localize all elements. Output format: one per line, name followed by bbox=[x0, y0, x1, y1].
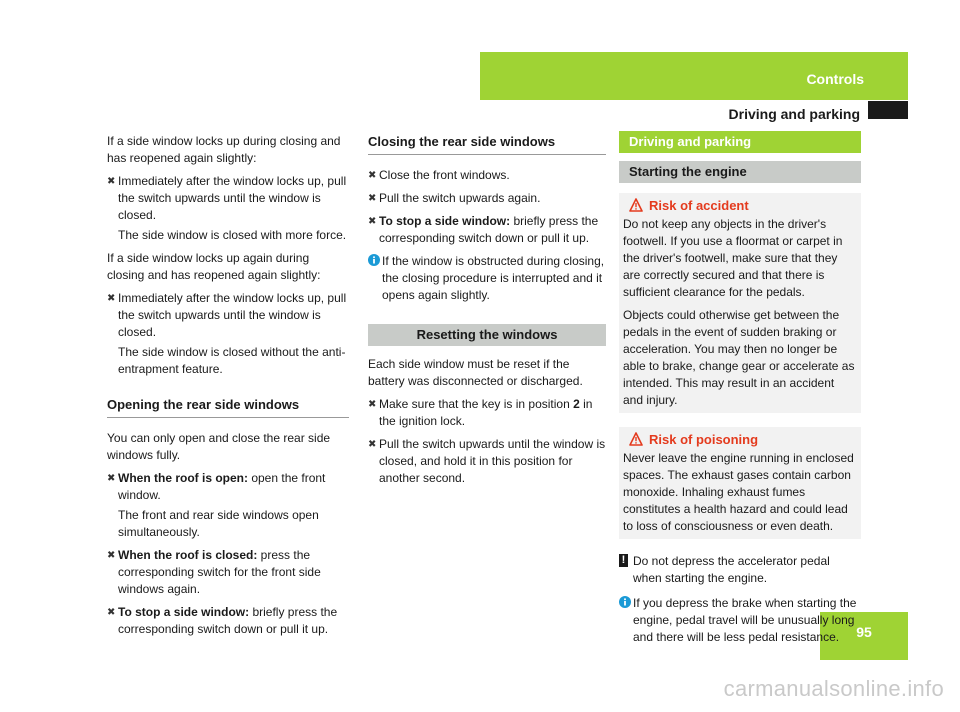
paragraph: If a side window locks up during closing and has reopened again slightly: bbox=[107, 134, 341, 165]
step-arrow-icon: ✖ bbox=[368, 439, 377, 450]
step-text: open the front window. bbox=[118, 471, 326, 502]
step-text: briefly press the corresponding switch down or pull it up. bbox=[118, 605, 338, 636]
warning-box-poisoning bbox=[619, 427, 861, 539]
step-arrow-icon: ✖ bbox=[107, 550, 116, 561]
watermark: carmanualsonline.info bbox=[723, 676, 944, 701]
step-arrow-icon: ✖ bbox=[107, 473, 116, 484]
step-text: Immediately after the window locks up, pull the switch upwards until the window is closed. bbox=[118, 291, 347, 339]
step-bold: When the roof is open: bbox=[118, 471, 248, 485]
warning-title bbox=[623, 431, 857, 448]
chapter-tab-label: Controls bbox=[806, 71, 864, 87]
step-result: The side window is closed without the anti-entrapment feature. bbox=[118, 345, 346, 376]
warning-text: Objects could otherwise get between the pedals in the event of sudden braking or acceleration. You may then no longer be able to brake, change gear or accelerate as intended. This may result in an accident and injury. bbox=[623, 308, 855, 407]
step-text: Immediately after the window locks up, pull the switch upwards until the window is closed. bbox=[118, 174, 347, 222]
info-note bbox=[619, 595, 861, 646]
step-item bbox=[368, 167, 606, 184]
step-item bbox=[368, 213, 606, 247]
info-icon bbox=[619, 596, 631, 608]
warning-title-text: Risk of poisoning bbox=[649, 432, 759, 447]
step-arrow-icon: ✖ bbox=[107, 176, 116, 187]
heading-starting-engine: Starting the engine bbox=[619, 161, 861, 183]
info-icon bbox=[368, 254, 380, 266]
heading-resetting-windows: Resetting the windows bbox=[368, 324, 606, 346]
exclamation-icon: ! bbox=[619, 554, 628, 567]
step-item bbox=[107, 470, 349, 504]
step-item bbox=[368, 436, 606, 487]
column-middle bbox=[368, 133, 606, 493]
step-item bbox=[107, 290, 349, 341]
step-text: Make sure that the key is in position bbox=[379, 397, 574, 411]
caution-note bbox=[619, 553, 861, 587]
step-arrow-icon: ✖ bbox=[368, 399, 377, 410]
step-bold: To stop a side window: bbox=[118, 605, 250, 619]
step-bold: When the roof is closed: bbox=[118, 548, 258, 562]
step-arrow-icon: ✖ bbox=[368, 193, 377, 204]
warning-title-text: Risk of accident bbox=[649, 198, 749, 213]
step-arrow-icon: ✖ bbox=[107, 607, 116, 618]
heading-closing-rear-windows: Closing the rear side windows bbox=[368, 133, 606, 155]
column-left bbox=[107, 133, 349, 644]
caution-text: Do not depress the accelerator pedal when starting the engine. bbox=[633, 554, 830, 585]
step-text: Pull the switch upwards again. bbox=[379, 191, 541, 205]
chapter-tab bbox=[480, 52, 908, 100]
step-arrow-icon: ✖ bbox=[368, 170, 377, 181]
step-text: in the ignition lock. bbox=[379, 397, 593, 428]
warning-box-accident bbox=[619, 193, 861, 413]
key-position: 2 bbox=[573, 397, 580, 411]
section-bar: Driving and parking bbox=[619, 131, 861, 153]
heading-opening-rear-windows: Opening the rear side windows bbox=[107, 396, 349, 418]
info-note bbox=[368, 253, 606, 304]
step-item bbox=[368, 396, 606, 430]
step-text: briefly press the corresponding switch down or pull it up. bbox=[379, 214, 599, 245]
step-text: Pull the switch upwards until the window is closed, and hold it in this position for another second. bbox=[379, 437, 606, 485]
paragraph: If a side window locks up again during closing and has reopened again slightly: bbox=[107, 251, 321, 282]
warning-text: Do not keep any objects in the driver's footwell. If you use a floormat or carpet in the driver's footwell, make sure that they are correctly secured and that there is sufficient clearance for the pedals. bbox=[623, 217, 843, 299]
step-arrow-icon: ✖ bbox=[107, 293, 116, 304]
warning-text: Never leave the engine running in enclosed spaces. The exhaust gases contain carbon monoxide. Inhaling exhaust fumes constitutes a health hazard and could lead to loss of consciousness or even death. bbox=[623, 451, 854, 533]
warning-triangle-icon bbox=[629, 198, 643, 212]
step-text: press the corresponding switch for the front side windows again. bbox=[118, 548, 321, 596]
column-right bbox=[619, 131, 861, 654]
info-text: If the window is obstructed during closing, the closing procedure is interrupted and it opens again slightly. bbox=[382, 254, 605, 302]
step-item bbox=[107, 604, 349, 638]
step-arrow-icon: ✖ bbox=[368, 216, 377, 227]
paragraph: Each side window must be reset if the battery was disconnected or discharged. bbox=[368, 357, 583, 388]
paragraph: You can only open and close the rear side windows fully. bbox=[107, 431, 331, 462]
info-text: If you depress the brake when starting the engine, pedal travel will be unusually long and there will be less pedal resistance. bbox=[633, 596, 857, 644]
step-item bbox=[107, 173, 349, 224]
page-number: 95 bbox=[856, 624, 872, 640]
step-result: The front and rear side windows open simultaneously. bbox=[118, 508, 319, 539]
step-result: The side window is closed with more force. bbox=[118, 228, 347, 242]
chapter-marker bbox=[868, 101, 908, 119]
step-item bbox=[107, 547, 349, 598]
step-bold: To stop a side window: bbox=[379, 214, 511, 228]
step-text: Close the front windows. bbox=[379, 168, 510, 182]
section-title: Driving and parking bbox=[728, 106, 860, 122]
step-item bbox=[368, 190, 606, 207]
warning-triangle-icon bbox=[629, 432, 643, 446]
warning-title bbox=[623, 197, 857, 214]
